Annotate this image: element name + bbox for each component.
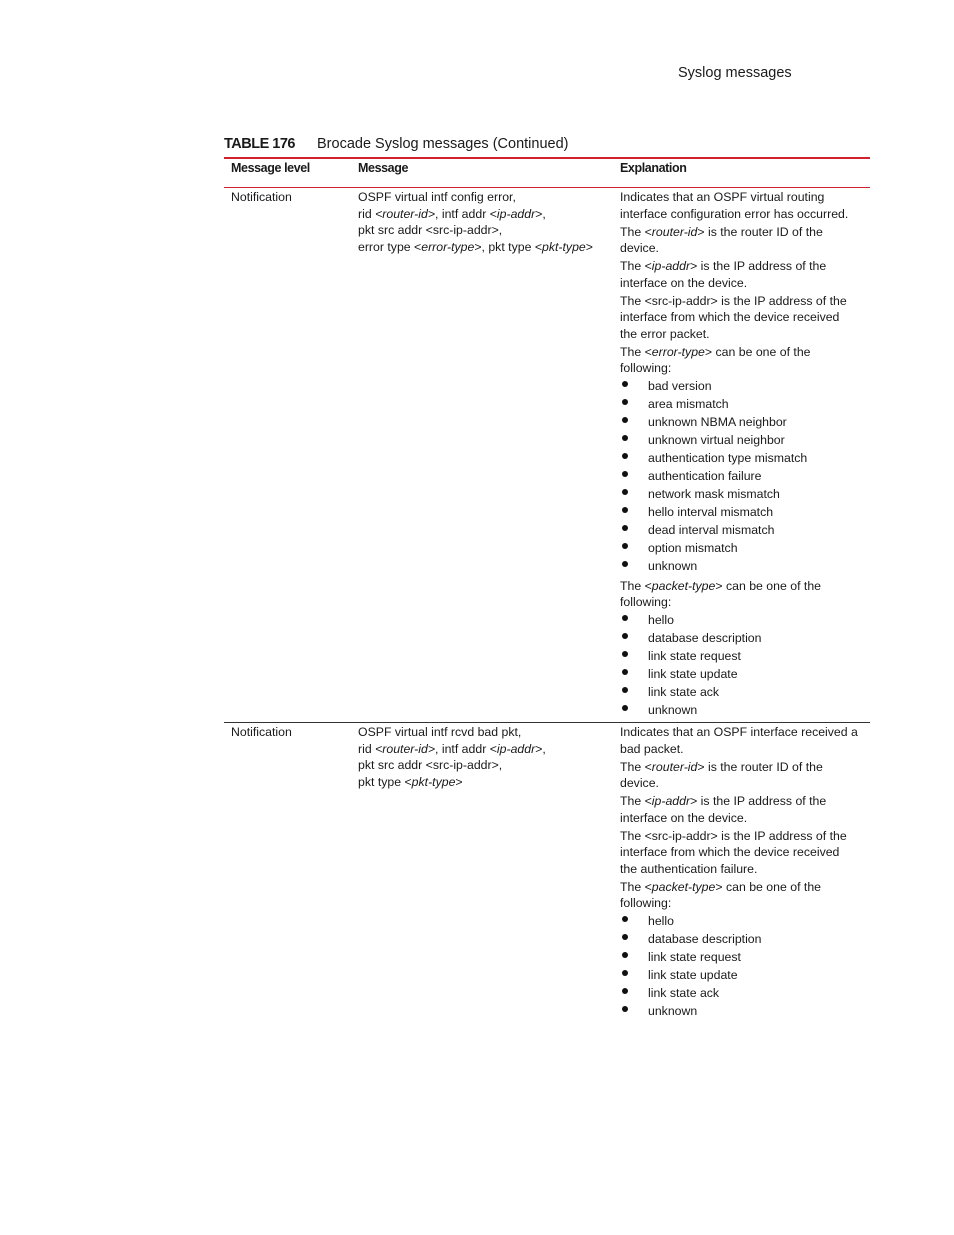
table-number: TABLE 176 [224,136,295,152]
bullet-icon [622,489,628,495]
list-item: database description [620,931,870,949]
list-item: dead interval mismatch [620,522,870,540]
table-title: Brocade Syslog messages (Continued) [317,136,569,152]
list-item: link state ack [620,684,870,702]
header-bottom-rule [224,187,870,188]
explanation-paragraph: The <packet-type> can be one of the following: [620,578,822,609]
list-item: option mismatch [620,540,870,558]
row-1-message [358,189,593,255]
row-1-message-line: OSPF virtual intf config error, [358,190,516,204]
list-item: hello [620,612,870,630]
list-item: network mask mismatch [620,486,870,504]
explanation-paragraph: The <error-type> can be one of the following: [620,344,811,375]
list-item: authentication type mismatch [620,450,870,468]
bullet-icon [622,507,628,513]
row-1-message-line: error type <error-type>, pkt type <pkt-type> [358,239,593,254]
row-divider [224,722,870,723]
row-1-message-line: pkt src addr <src-ip-addr>, [358,223,503,237]
bullet-icon [622,417,628,423]
list-item: hello [620,913,870,931]
list-item: area mismatch [620,396,870,414]
bullet-icon [622,934,628,940]
explanation-paragraph: The <src-ip-addr> is the IP address of the interface from which the device received the authentication failure. [620,828,847,876]
bullet-icon [622,561,628,567]
row-2-message-line: rid <router-id>, intf addr <ip-addr>, [358,741,546,756]
row-1-explanation [620,189,870,722]
row-2-level: Notification [231,725,292,739]
bullet-icon [622,916,628,922]
bullet-icon [622,615,628,621]
list-item: link state ack [620,985,870,1003]
list-item: link state request [620,648,870,666]
list-item: link state update [620,967,870,985]
list-item: database description [620,630,870,648]
bullet-icon [622,471,628,477]
explanation-paragraph: The <router-id> is the router ID of the device. [620,224,823,255]
column-header-message: Message [358,161,409,175]
list-item: unknown NBMA neighbor [620,414,870,432]
row-2-message-line: OSPF virtual intf rcvd bad pkt, [358,725,522,739]
row-1-level: Notification [231,190,292,204]
row-1-message-line: rid <router-id>, intf addr <ip-addr>, [358,206,546,221]
bullet-icon [622,543,628,549]
packet-type-list [620,612,870,720]
column-header-explanation: Explanation [620,161,687,175]
bullet-icon [622,1006,628,1012]
list-item: unknown [620,558,870,576]
bullet-icon [622,399,628,405]
bullet-icon [622,952,628,958]
explanation-paragraph: Indicates that an OSPF virtual routing interface configuration error has occurred. [620,190,849,221]
bullet-icon [622,988,628,994]
list-item: link state request [620,949,870,967]
running-header: Syslog messages [678,65,792,81]
list-item: unknown [620,702,870,720]
bullet-icon [622,687,628,693]
list-item: bad version [620,378,870,396]
explanation-paragraph: The <src-ip-addr> is the IP address of the interface from which the device received the error packet. [620,293,847,341]
row-2-explanation [620,724,870,1023]
bullet-icon [622,669,628,675]
bullet-icon [622,381,628,387]
row-2-message-line: pkt src addr <src-ip-addr>, [358,758,503,772]
row-2-message-line: pkt type <pkt-type> [358,774,463,789]
column-header-message-level: Message level [231,161,310,175]
row-2-message [358,724,546,790]
packet-type-list [620,913,870,1021]
list-item: unknown [620,1003,870,1021]
list-item: hello interval mismatch [620,504,870,522]
bullet-icon [622,633,628,639]
table-top-rule [224,157,870,159]
explanation-paragraph: The <ip-addr> is the IP address of the interface on the device. [620,794,827,825]
list-item: link state update [620,666,870,684]
bullet-icon [622,453,628,459]
bullet-icon [622,651,628,657]
list-item: authentication failure [620,468,870,486]
list-item: unknown virtual neighbor [620,432,870,450]
bullet-icon [622,970,628,976]
table-caption [224,136,870,152]
bullet-icon [622,705,628,711]
bullet-icon [622,435,628,441]
explanation-paragraph: The <ip-addr> is the IP address of the interface on the device. [620,259,827,290]
explanation-paragraph: Indicates that an OSPF interface received a bad packet. [620,725,858,756]
explanation-paragraph: The <packet-type> can be one of the following: [620,879,822,910]
bullet-icon [622,525,628,531]
explanation-paragraph: The <router-id> is the router ID of the device. [620,759,823,790]
error-type-list [620,378,870,576]
